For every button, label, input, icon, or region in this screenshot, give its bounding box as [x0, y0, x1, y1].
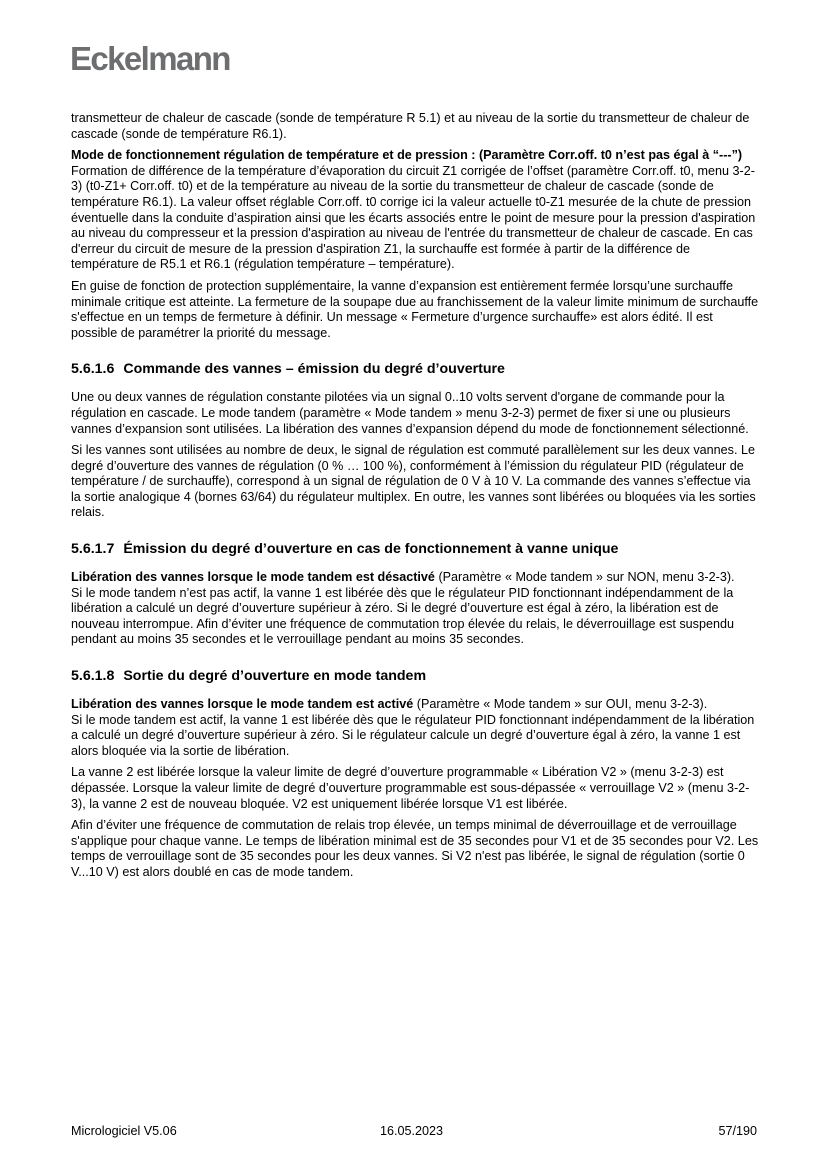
section-title: Émission du degré d’ouverture en cas de fonctionnement à vanne unique — [123, 541, 619, 558]
section-number: 5.6.1.6 — [71, 361, 115, 378]
paragraph-text: Si le mode tandem n’est pas actif, la vanne 1 est libérée dès que le régulateur PID fonctionnant indépendamment de la libération a calculé un degré d’ouverture supérieur à zéro. Si le degré d’ouverture est égal à zéro, la libération est de nouveau interrompue. Afin d’éviter une fréquence de commutation trop élevée du relais, le déverrouillage est suspendu pendant au moins 35 secondes et le verrouillage pendant au moins 35 secondes. — [71, 585, 734, 647]
section-heading — [71, 361, 759, 378]
section-number: 5.6.1.7 — [71, 541, 115, 558]
paragraph-text: Si le mode tandem est actif, la vanne 1 est libérée dès que le régulateur PID fonctionnant indépendamment de la libération a calculé un degré d’ouverture supérieur à zéro. Si le régulateur calcule un degré d’ouverture égal à zéro, la vanne 1 est alors bloquée via la sortie de libération. — [71, 712, 755, 758]
eckelmann-logo: Eckelmann — [70, 40, 230, 77]
paragraph: Afin d’éviter une fréquence de commutation de relais trop élevée, un temps minimal de déverrouillage et de verrouillage s'applique pour chaque vanne. Le temps de libération minimal est de 35 secondes pour V1 et de 35 secondes pour V2. Les temps de verrouillage sont de 35 secondes pour les deux vannes. Si V2 n'est pas libérée, le signal de régulation (sortie 0 V...10 V) est alors doublé en cas de mode tandem. — [71, 818, 759, 879]
section-heading — [71, 541, 759, 558]
paragraph: transmetteur de chaleur de cascade (sonde de température R 5.1) et au niveau de la sortie du transmetteur de chaleur de cascade (sonde de température R6.1). — [71, 111, 750, 141]
footer-date: 16.05.2023 — [380, 1124, 444, 1138]
bold-lead: Libération des vannes lorsque le mode tandem est désactivé — [71, 570, 435, 585]
paragraph: En guise de fonction de protection supplémentaire, la vanne d’expansion est entièrement fermée lorsqu’une surchauffe minimale critique est atteinte. La fermeture de la soupape due au franchissement de la valeur limite minimum de surchauffe s'effectue en un temps de fermeture à définir. Un message « Fermeture d’urgence surchauffe» est alors édité. Il est possible de paramétrer la priorité du message. — [71, 278, 759, 340]
paragraph — [71, 570, 759, 648]
section-title: Commande des vannes – émission du degré d’ouverture — [123, 361, 505, 378]
bold-lead: Libération des vannes lorsque le mode tandem est activé — [71, 697, 414, 712]
document-body — [71, 111, 759, 887]
bold-lead: Mode de fonctionnement régulation de température et de pression : (Paramètre Corr.off. t0 n’est pas égal à “---”) — [71, 148, 743, 163]
paragraph-text: (Paramètre « Mode tandem » sur NON, menu 3-2-3). — [434, 570, 735, 585]
section-title: Sortie du degré d’ouverture en mode tandem — [123, 668, 427, 685]
paragraph-text: (Paramètre « Mode tandem » sur OUI, menu 3-2-3). — [413, 697, 708, 712]
section-number: 5.6.1.8 — [71, 668, 115, 685]
paragraph — [71, 697, 759, 759]
page-footer — [71, 1124, 757, 1140]
paragraph-text: Formation de différence de la température d’évaporation du circuit Z1 corrigée de l’offset (paramètre Corr.off. t0, menu 3-2-3) (t0-Z1+ Corr.off. t0) et de la température au niveau de la sortie du transmetteur de chaleur de cascade (sonde de température R6.1). La valeur offset réglable Corr.off. t0 corrige ici la valeur actuelle t0-Z1 mesurée de la chute de pression éventuelle dans la conduite d’aspiration ainsi que les écarts associés entre le point de mesure pour la pression d'aspiration au niveau du compresseur et la pression d'aspiration au niveau de l'entrée du transmetteur de chaleur de cascade. En cas d'erreur du circuit de mesure de la pression d'aspiration Z1, la surchauffe est formée à partir de la différence de température de R5.1 et R6.1 (régulation température – température). — [71, 163, 756, 272]
footer-page-number: 57/190 — [718, 1124, 757, 1138]
footer-firmware-version: Micrologiciel V5.06 — [71, 1124, 177, 1138]
section-heading — [71, 668, 759, 685]
paragraph: La vanne 2 est libérée lorsque la valeur limite de degré d’ouverture programmable « Libération V2 » (menu 3-2-3) est dépassée. Lorsque la valeur limite de degré d’ouverture programmable est sous-dépassée « verrouillage V2 » (menu 3-2-3), la vanne 2 est de nouveau bloquée. V2 est uniquement libérée lorsque V1 est libérée. — [71, 765, 750, 811]
paragraph: Une ou deux vannes de régulation constante pilotées via un signal 0..10 volts servent d'organe de commande pour la régulation en cascade. Le mode tandem (paramètre « Mode tandem » menu 3-2-3) permet de fixer si une ou plusieurs vannes d’expansion sont utilisées. La libération des vannes d’expansion dépend du mode de fonctionnement sélectionné. — [71, 390, 749, 436]
paragraph — [71, 148, 759, 273]
paragraph: Si les vannes sont utilisées au nombre de deux, le signal de régulation est commuté parallèlement sur les deux vannes. Le degré d’ouverture des vannes de régulation (0 % … 100 %), conformément à l’émission du régulateur PID (régulateur de température / de surchauffe), correspond à un signal de régulation de 0 V à 10 V. La commande des vannes s’effectue via la sortie analogique 4 (bornes 63/64) du régulateur multiplex. En outre, les vannes sont libérées ou bloquées via les sorties relais. — [71, 443, 756, 520]
